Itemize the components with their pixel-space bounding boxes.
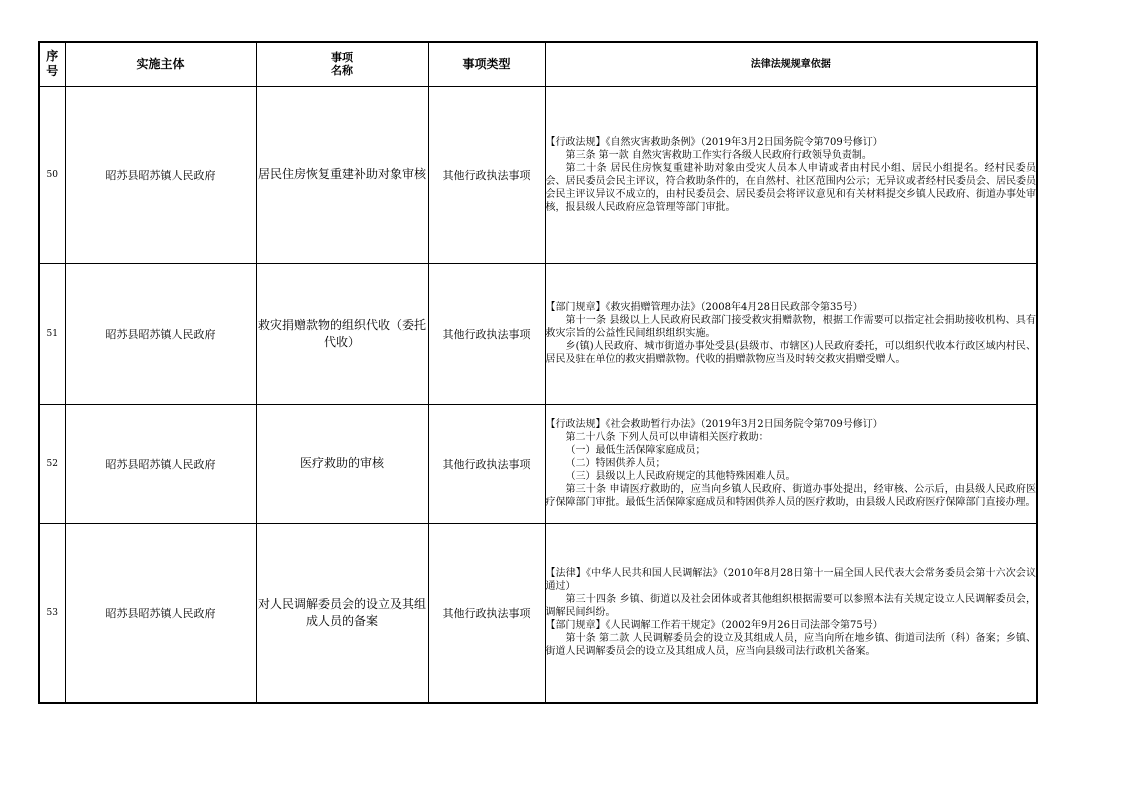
row-subject: 昭苏县昭苏镇人民政府	[65, 404, 256, 523]
law-source: 【行政法规】《自然灾害救助条例》（2019年3月2日国务院令第709号修订）	[545, 136, 883, 148]
law-source: 【部门规章】《人民调解工作若干规定》（2002年9月26日司法部令第75号）	[545, 620, 883, 632]
law-item: （二）特困供养人员；	[565, 458, 666, 469]
row-type: 其他行政执法事项	[428, 404, 545, 523]
law-clause: 第十一条 县级以上人民政府民政部门接受救灾捐赠款物，根据工作需要可以指定社会捐助接收机构、具有救灾宗旨的公益性民间组织组织实施。	[545, 315, 1036, 339]
table-row	[39, 404, 1037, 523]
row-law-basis	[545, 263, 1037, 404]
law-source: 【法律】《中华人民共和国人民调解法》（2010年8月28日第十一届全国人民代表大会常务委员会第十六次会议通过）	[545, 568, 1036, 593]
row-name: 对人民调解委员会的设立及其组成人员的备案	[256, 523, 428, 703]
header-law: 法律法规规章依据	[545, 42, 1037, 86]
law-source: 【部门规章】《救灾捐赠管理办法》（2008年4月28日民政部令第35号）	[545, 302, 863, 313]
row-subject: 昭苏县昭苏镇人民政府	[65, 523, 256, 703]
law-item: （三）县级以上人民政府规定的其他特殊困难人员。	[565, 471, 796, 482]
row-name: 救灾捐赠款物的组织代收（委托代收）	[256, 263, 428, 404]
law-clause: 第三十条 申请医疗救助的，应当向乡镇人民政府、街道办事处提出，经审核、公示后，由县级人民政府医疗保障部门审批。最低生活保障家庭成员和特困供养人员的医疗救助，由县级人民政府医疗保障部门直接办理。	[545, 484, 1036, 508]
law-clause: 第三条 第一款 自然灾害救助工作实行各级人民政府行政领导负责制。	[565, 149, 872, 161]
row-type: 其他行政执法事项	[428, 263, 545, 404]
table-row	[39, 86, 1037, 263]
law-clause: 第三十四条 乡镇、街道以及社会团体或者其他组织根据需要可以参照本法有关规定设立人民调解委员会，调解民间纠纷。	[545, 594, 1036, 619]
header-type: 事项类型	[428, 42, 545, 86]
law-clause: 第二十八条 下列人员可以申请相关医疗救助：	[565, 432, 769, 443]
header-row	[39, 42, 1037, 86]
law-item: （一）最低生活保障家庭成员；	[565, 445, 706, 456]
row-number: 50	[39, 86, 65, 263]
header-no: 序 号	[39, 42, 65, 86]
row-subject: 昭苏县昭苏镇人民政府	[65, 86, 256, 263]
row-name: 医疗救助的审核	[256, 404, 428, 523]
table-row	[39, 523, 1037, 703]
law-clause: 第二十条 居民住房恢复重建补助对象由受灾人员本人申请或者由村民小组、居民小组提名。经村民委员会、居民委员会民主评议，符合救助条件的，在自然村、社区范围内公示；无异议或者经村民委员会、居民委员会民主评议异议不成立的，由村民委员会、居民委员会将评议意见和有关材料提交乡镇人民政府、街道办事处审核，报县级人民政府应急管理等部门审批。	[545, 162, 1036, 213]
matters-table	[38, 41, 1038, 704]
row-number: 51	[39, 263, 65, 404]
row-type: 其他行政执法事项	[428, 523, 545, 703]
row-type: 其他行政执法事项	[428, 86, 545, 263]
row-name: 居民住房恢复重建补助对象审核	[256, 86, 428, 263]
row-subject: 昭苏县昭苏镇人民政府	[65, 263, 256, 404]
row-number: 53	[39, 523, 65, 703]
law-clause: 第十条 第二款 人民调解委员会的设立及其组成人员，应当向所在地乡镇、街道司法所（科）备案；乡镇、街道人民调解委员会的设立及其组成人员，应当向县级司法行政机关备案。	[545, 633, 1036, 658]
law-clause: 乡(镇)人民政府、城市街道办事处受县(县级市、市辖区)人民政府委托，可以组织代收本行政区域内村民、居民及驻在单位的救灾捐赠款物。代收的捐赠款物应当及时转交救灾捐赠受赠人。	[545, 341, 1036, 365]
row-law-basis	[545, 523, 1037, 703]
header-subject: 实施主体	[65, 42, 256, 86]
row-law-basis	[545, 404, 1037, 523]
row-law-basis	[545, 86, 1037, 263]
header-name: 事项 名称	[256, 42, 428, 86]
law-source: 【行政法规】《社会救助暂行办法》（2019年3月2日国务院令第709号修订）	[545, 419, 883, 430]
row-number: 52	[39, 404, 65, 523]
table-row	[39, 263, 1037, 404]
